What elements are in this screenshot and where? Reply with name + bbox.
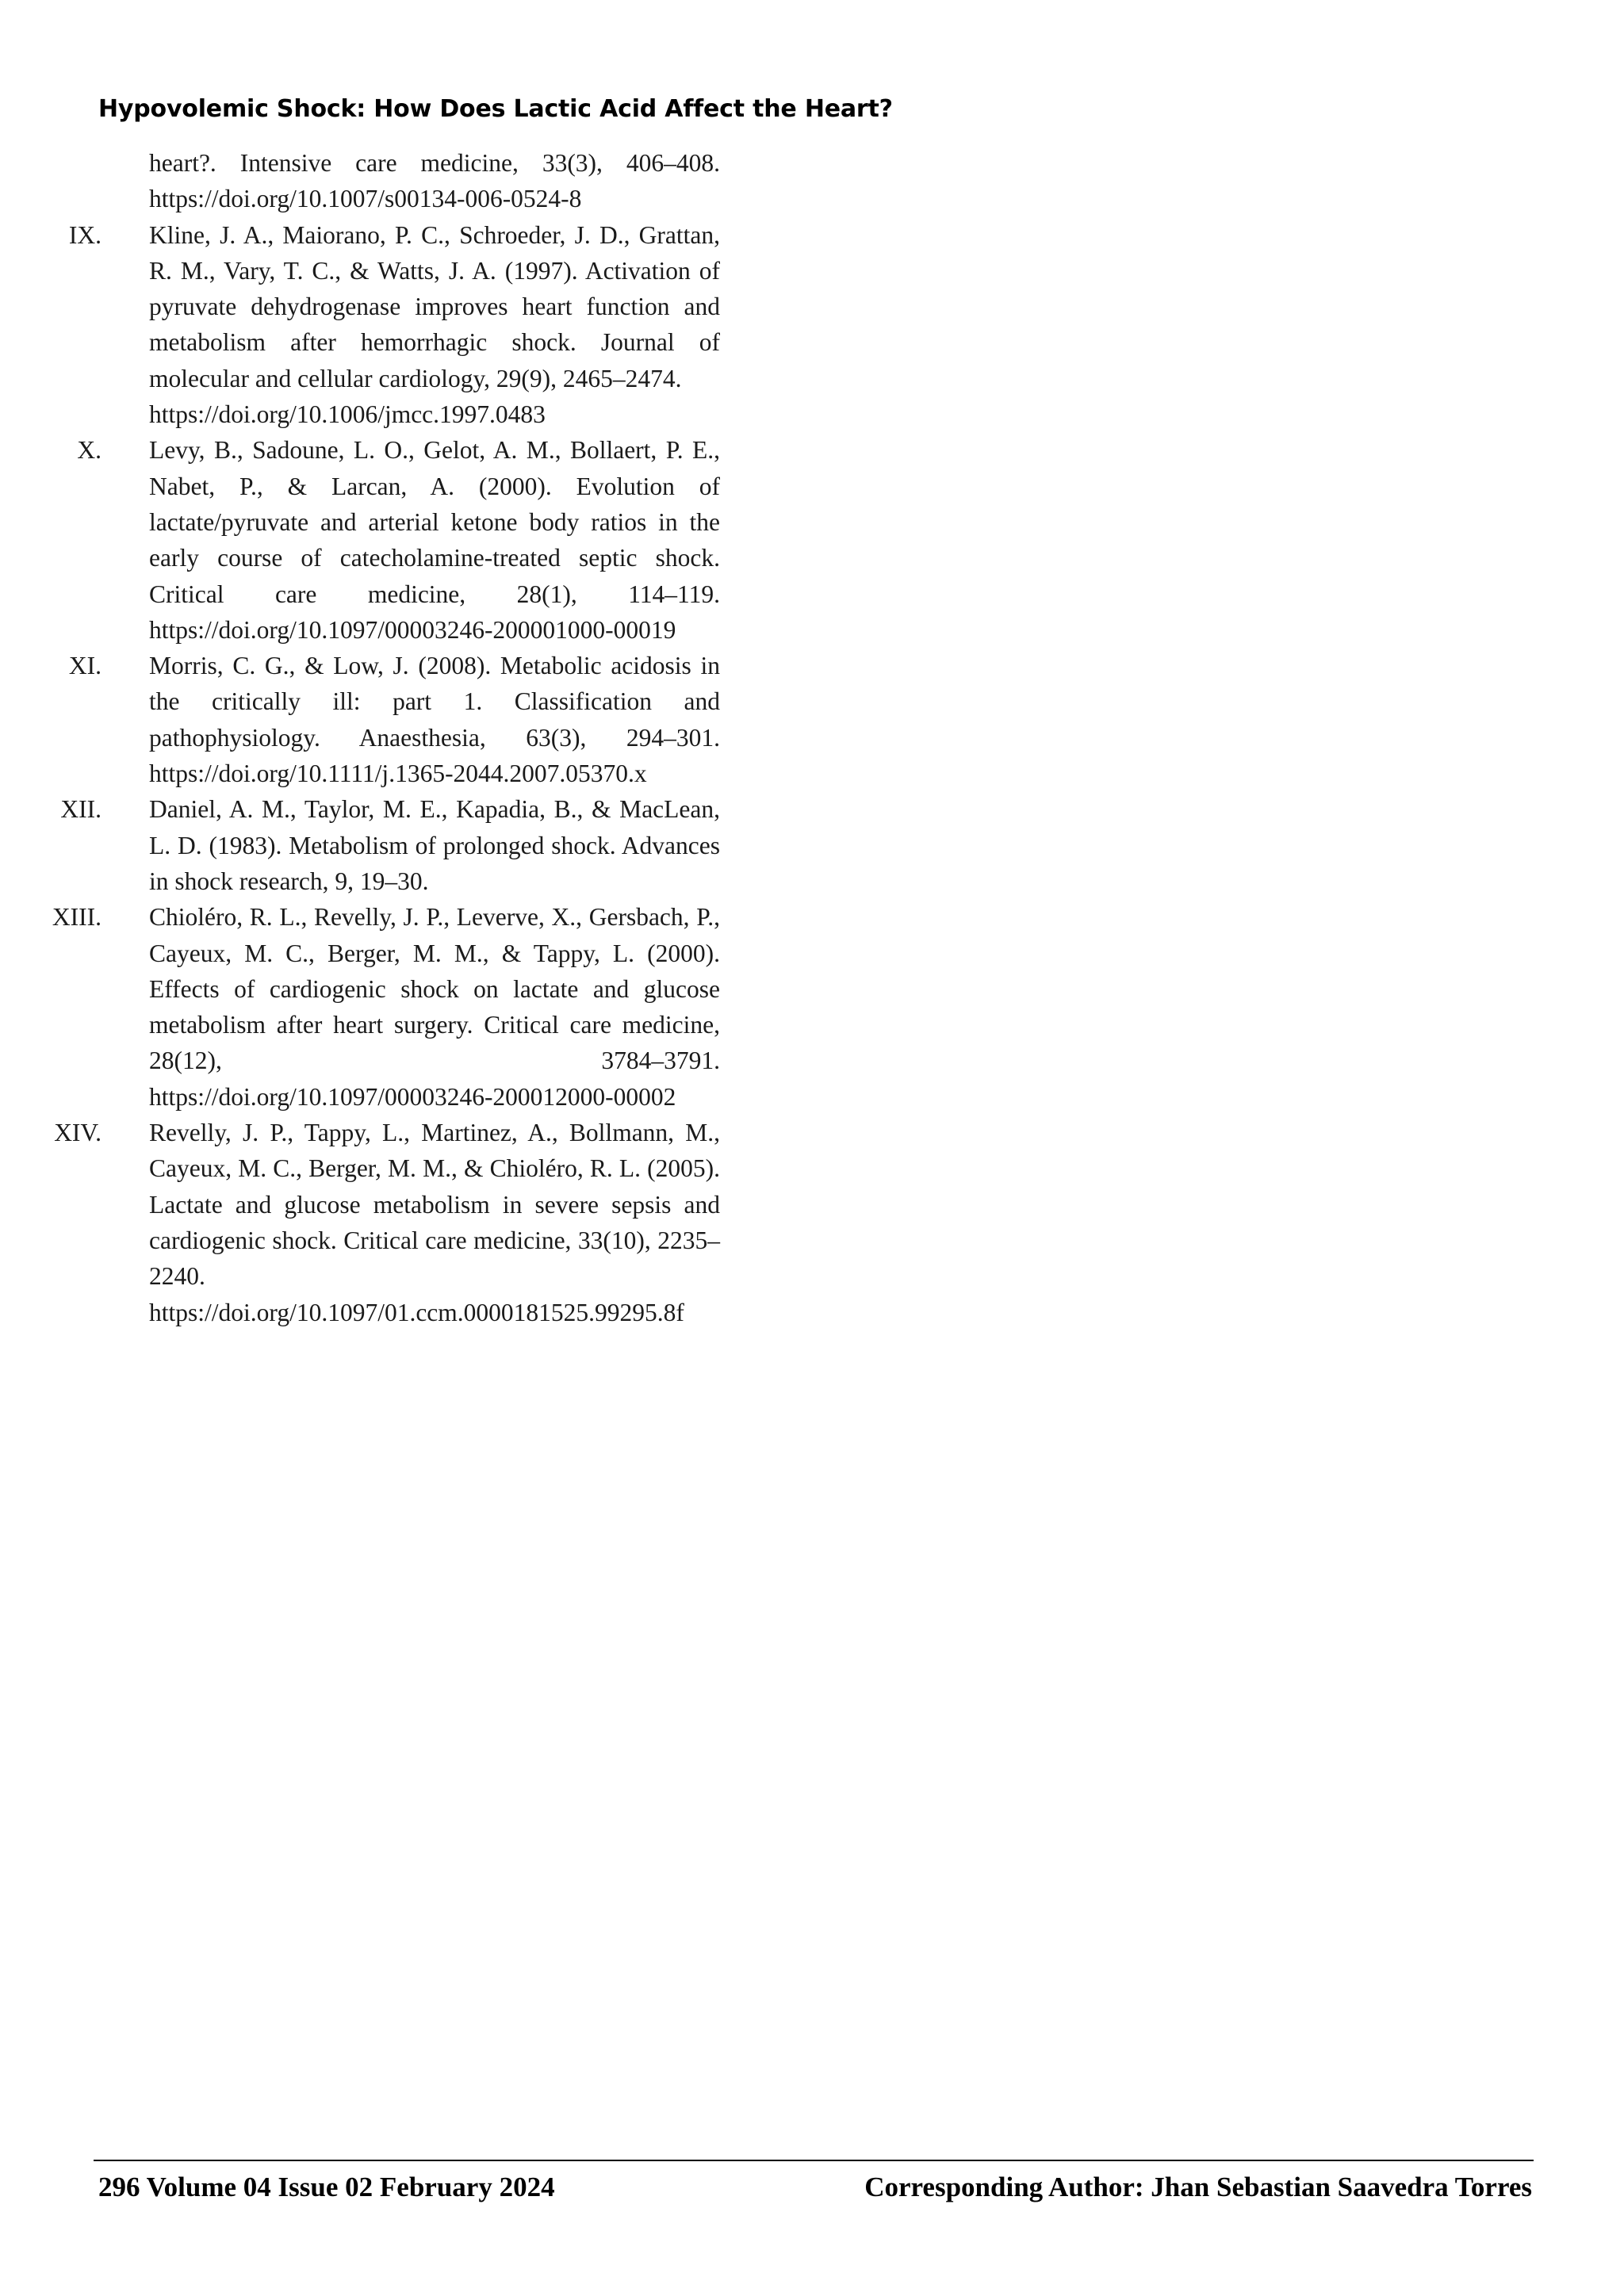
reference-text: Daniel, A. M., Taylor, M. E., Kapadia, B., & MacLean, L. D. (1983). Metabolism of prolonged shock. Advances in shock research, 9, 19–30.	[149, 795, 720, 895]
reference-doi[interactable]: https://doi.org/10.1007/s00134-006-0524-8	[149, 185, 582, 213]
reference-item-continued	[48, 145, 768, 217]
reference-text: Levy, B., Sadoune, L. O., Gelot, A. M., Bollaert, P. E., Nabet, P., & Larcan, A. (2000). Evolution of lactate/pyruvate and arterial ketone body ratios in the early course of catecholamine-treated septic shock. Critical care medicine, 28(1), 114–119.	[149, 436, 720, 608]
reference-number: X.	[77, 436, 102, 465]
reference-text: heart?. Intensive care medicine, 33(3), 406–408.	[149, 149, 720, 177]
reference-item-xii	[48, 791, 768, 899]
reference-body	[149, 217, 720, 433]
reference-number	[48, 145, 149, 217]
reference-list	[48, 145, 768, 1330]
reference-text: Morris, C. G., & Low, J. (2008). Metabolic acidosis in the critically ill: part 1. Classification and pathophysiology. Anaesthesia, 63(3), 294–301.	[149, 652, 720, 752]
reference-body	[149, 899, 720, 1115]
reference-number: IX.	[68, 220, 102, 249]
reference-number: XIII.	[52, 903, 102, 932]
reference-item-ix	[48, 217, 768, 433]
running-title: Hypovolemic Shock: How Does Lactic Acid Affect the Heart?	[98, 95, 893, 123]
reference-number: XI.	[68, 652, 102, 680]
reference-doi[interactable]: https://doi.org/10.1097/01.ccm.0000181525.99295.8f	[149, 1298, 684, 1326]
reference-doi[interactable]: https://doi.org/10.1111/j.1365-2044.2007.05370.x	[149, 760, 647, 788]
reference-body	[149, 432, 720, 648]
reference-item-xi	[48, 648, 768, 791]
reference-body	[149, 145, 720, 217]
reference-number: XII.	[60, 795, 102, 824]
reference-text: Chioléro, R. L., Revelly, J. P., Leverve, X., Gersbach, P., Cayeux, M. C., Berger, M. M., & Tappy, L. (2000). Effects of cardiogenic shock on lactate and glucose metabolism after heart surgery. Critical care medicine, 28(12), 3784–3791.	[149, 903, 720, 1075]
reference-text: Kline, J. A., Maiorano, P. C., Schroeder, J. D., Grattan, R. M., Vary, T. C., & Watts, J. A. (1997). Activation of pyruvate dehydrogenase improves heart function and metabolism after hemorrhagic shock. Journal of molecular and cellular cardiology, 29(9), 2465–2474.	[149, 220, 720, 392]
footer-page-info: 296 Volume 04 Issue 02 February 2024	[98, 2172, 555, 2202]
reference-body	[149, 648, 720, 791]
reference-item-x	[48, 432, 768, 648]
reference-doi[interactable]: https://doi.org/10.1097/00003246-200012000-00002	[149, 1082, 676, 1111]
reference-item-xiii	[48, 899, 768, 1115]
footer-corresponding-author: Corresponding Author: Jhan Sebastian Saavedra Torres	[864, 2172, 1532, 2202]
reference-doi[interactable]: https://doi.org/10.1097/00003246-200001000-00019	[149, 615, 676, 644]
reference-item-xiv	[48, 1115, 768, 1330]
reference-doi[interactable]: https://doi.org/10.1006/jmcc.1997.0483	[149, 400, 546, 429]
reference-body	[149, 791, 720, 899]
reference-text: Revelly, J. P., Tappy, L., Martinez, A., Bollmann, M., Cayeux, M. C., Berger, M. M., & Chioléro, R. L. (2005). Lactate and glucose metabolism in severe sepsis and cardiogenic shock. Critical care medicine, 33(10), 2235–2240.	[149, 1119, 720, 1291]
footer-divider	[94, 2160, 1534, 2161]
reference-number: XIV.	[54, 1119, 102, 1147]
reference-body	[149, 1115, 720, 1330]
